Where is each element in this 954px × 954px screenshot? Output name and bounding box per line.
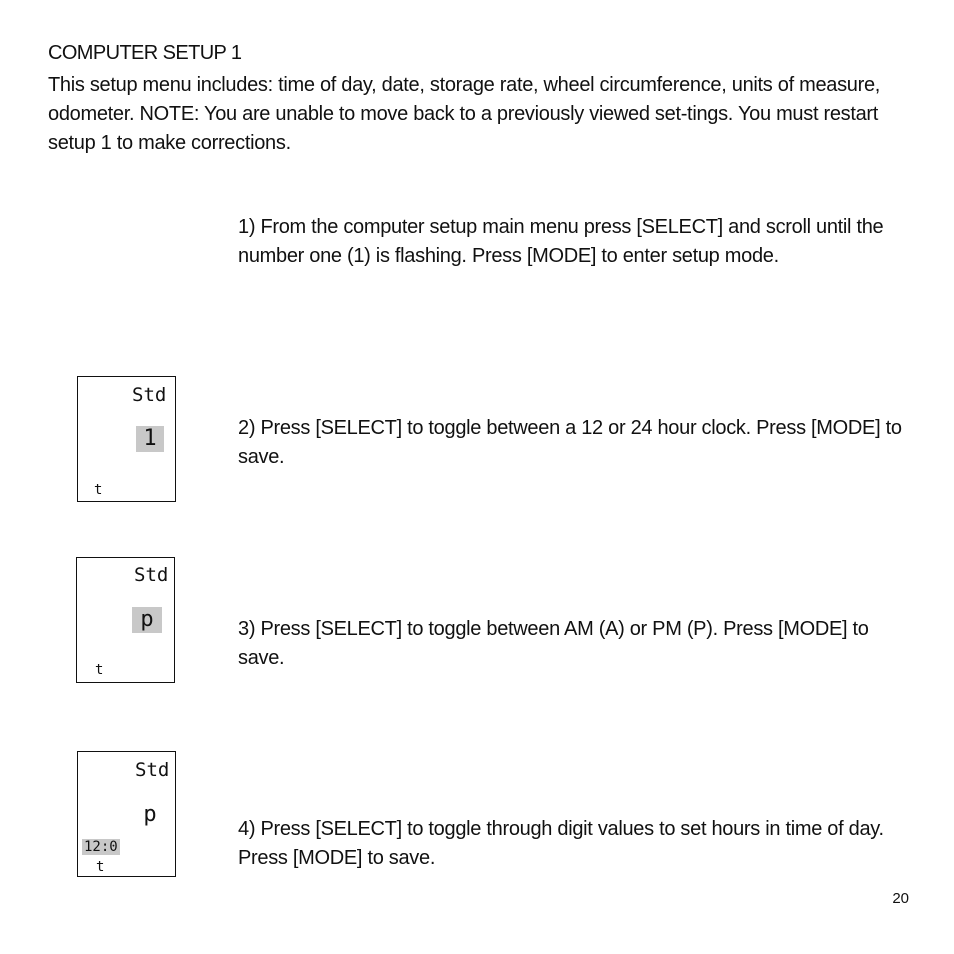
lcd-time-value: 12:0: [84, 839, 118, 855]
lcd-corner-label: t: [96, 859, 105, 875]
lcd-main-value: p: [143, 802, 157, 827]
intro-paragraph: This setup menu includes: time of day, date, storage rate, wheel circumference, units of measure, odometer. NOTE: You are unable to move back to a previously viewed set-tings. You must restart setup 1 to make corrections.: [48, 74, 881, 154]
step-2-text: 2) Press [SELECT] to toggle between a 12 or 24 hour clock. Press [MODE] to save.: [238, 417, 902, 468]
lcd-main-value: p: [132, 607, 162, 633]
lcd-display-hours: [77, 751, 176, 877]
lcd-display-clock-mode: [77, 376, 176, 502]
lcd-corner-label: t: [95, 662, 104, 678]
step-4-text: 4) Press [SELECT] to toggle through digit values to set hours in time of day. Press [MODE] to save.: [238, 818, 884, 869]
lcd-display-am-pm: [76, 557, 175, 683]
step-1-text: 1) From the computer setup main menu press [SELECT] and scroll until the number one (1) is flashing. Press [MODE] to enter setup mode.: [238, 216, 884, 267]
lcd-std-label: Std: [134, 564, 169, 586]
page-number: 20: [892, 890, 909, 907]
lcd-corner-label: t: [94, 482, 103, 498]
step-3-text: 3) Press [SELECT] to toggle between AM (A) or PM (P). Press [MODE] to save.: [238, 618, 869, 669]
section-heading: COMPUTER SETUP 1: [48, 42, 242, 64]
lcd-main-value: 1: [136, 426, 164, 452]
lcd-std-label: Std: [135, 759, 170, 781]
lcd-std-label: Std: [132, 384, 167, 406]
